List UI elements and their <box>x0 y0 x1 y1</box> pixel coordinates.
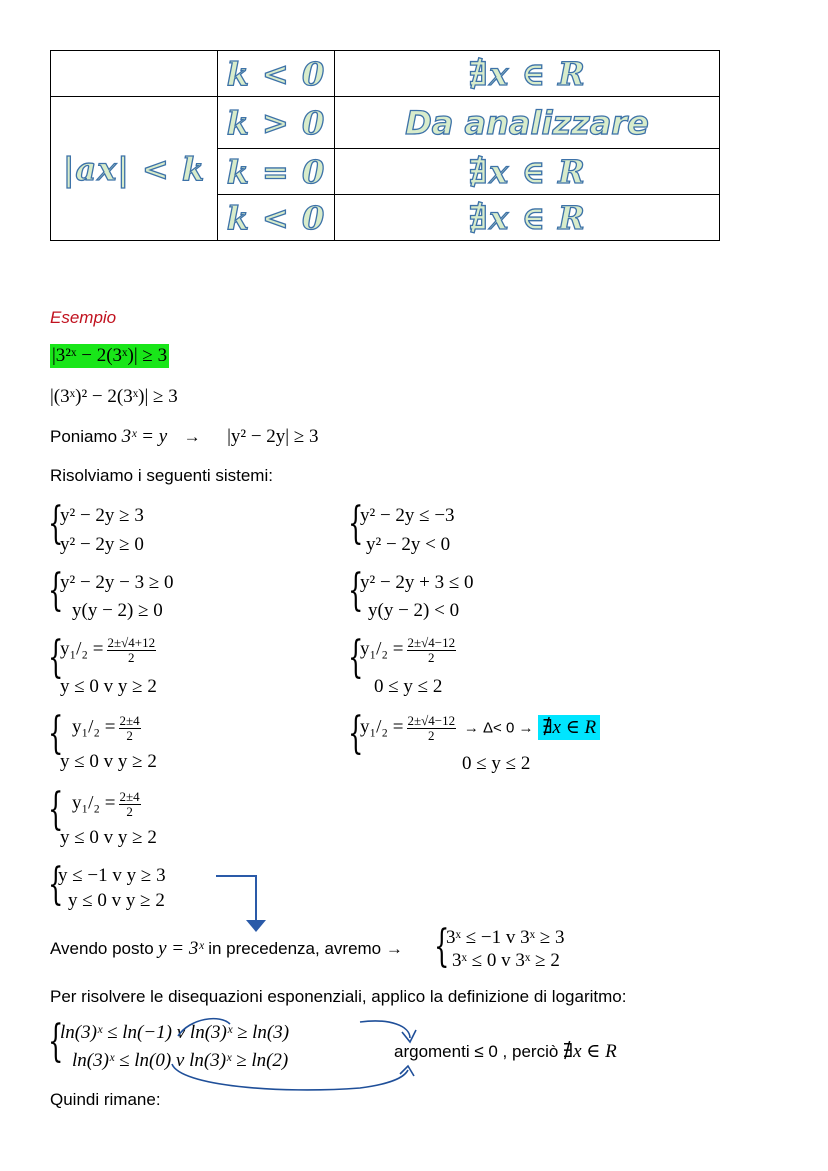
brace-icon: { <box>48 565 64 616</box>
system-line: 3ˣ ≤ −1 v 3ˣ ≥ 3 <box>446 927 565 948</box>
annotation-loop-icon <box>160 1012 430 1096</box>
down-arrow-icon <box>210 872 270 938</box>
brace-icon: { <box>48 498 64 549</box>
result-highlight: ∄x ∈ R <box>538 715 600 740</box>
system-line: y² − 2y ≤ −3 <box>360 505 455 526</box>
avendo-line: Avendo posto y = 3ˣ in precedenza, avremo → <box>50 938 403 959</box>
brace-icon: { <box>434 921 450 972</box>
table-k-cell: k < 0 <box>218 195 335 241</box>
equation-line: |(3ˣ)² − 2(3ˣ)| ≥ 3 <box>50 386 178 407</box>
system-line: ln(3)ˣ ≤ ln(0) v ln(3)ˣ ≥ ln(2) <box>72 1050 289 1071</box>
brace-icon: { <box>48 859 64 910</box>
table-result-cell: ∄x ∈ R <box>335 51 720 97</box>
brace-icon: { <box>348 708 364 759</box>
system-line: y² − 2y < 0 <box>366 534 451 555</box>
system-line: y ≤ 0 v y ≥ 2 <box>60 827 157 848</box>
system-line: y ≤ 0 v y ≥ 2 <box>60 751 157 772</box>
table-left-label: |ax| < k <box>51 97 218 241</box>
table-k-cell: k > 0 <box>218 97 335 149</box>
system-line: 0 ≤ y ≤ 2 <box>462 753 531 774</box>
substitution-line: Poniamo 3ˣ = y → |y² − 2y| ≥ 3 <box>50 426 319 447</box>
system-line: y(y − 2) < 0 <box>368 600 460 621</box>
table-k-cell: k = 0 <box>218 149 335 195</box>
table-result-cell: ∄x ∈ R <box>335 149 720 195</box>
system-line: y ≤ 0 v y ≥ 2 <box>68 890 165 911</box>
brace-icon: { <box>48 708 64 759</box>
brace-icon: { <box>348 498 364 549</box>
system-line: ln(3)ˣ ≤ ln(−1) v ln(3)ˣ ≥ ln(3) <box>60 1022 290 1043</box>
system-line: y(y − 2) ≥ 0 <box>72 600 163 621</box>
brace-icon: { <box>348 632 364 683</box>
paragraph: Quindi rimane: <box>50 1090 161 1109</box>
table-result-cell: ∄x ∈ R <box>335 195 720 241</box>
system-line: y ≤ 0 v y ≥ 2 <box>60 676 157 697</box>
section-heading: Esempio <box>50 308 117 327</box>
paragraph: Per risolvere le disequazioni esponenziali, applico la definizione di logaritmo: <box>50 987 627 1006</box>
inequality-table <box>50 50 720 241</box>
system-line: y₁/₂ = $\frac{2\pm 4}{2}$ <box>72 789 140 819</box>
instruction-line: Risolviamo i seguenti sistemi: <box>50 466 273 485</box>
system-line: 0 ≤ y ≤ 2 <box>374 676 443 697</box>
system-line: y₁/₂ = $\frac{2\pm√4-12}{2}$ → Δ< 0 → ∄x ∈ R <box>360 714 600 742</box>
system-line: y ≤ −1 v y ≥ 3 <box>58 865 166 886</box>
brace-icon: { <box>348 565 364 616</box>
system-line: y² − 2y ≥ 0 <box>60 534 144 555</box>
highlighted-equation: |3²ˣ − 2(3ˣ)| ≥ 3 <box>52 345 168 366</box>
system-line: y² − 2y + 3 ≤ 0 <box>360 572 474 593</box>
brace-icon: { <box>48 632 64 683</box>
brace-icon: { <box>48 784 64 835</box>
argomenti-line: argomenti ≤ 0 , perciò ∄x ∈ R <box>394 1041 617 1062</box>
table-k-cell: k < 0 <box>218 51 335 97</box>
table-result-cell: Da analizzare <box>335 97 720 149</box>
brace-icon: { <box>48 1016 64 1067</box>
system-line: y₁/₂ = $\frac{2\pm√4+12}{2}$ <box>60 635 156 665</box>
system-line: y² − 2y − 3 ≥ 0 <box>60 572 174 593</box>
table-empty-cell <box>51 51 218 97</box>
system-line: y₁/₂ = $\frac{2\pm 4}{2}$ <box>72 713 140 743</box>
system-line: 3ˣ ≤ 0 v 3ˣ ≥ 2 <box>452 950 560 971</box>
system-line: y² − 2y ≥ 3 <box>60 505 144 526</box>
system-line: y₁/₂ = $\frac{2\pm√4-12}{2}$ <box>360 635 456 665</box>
